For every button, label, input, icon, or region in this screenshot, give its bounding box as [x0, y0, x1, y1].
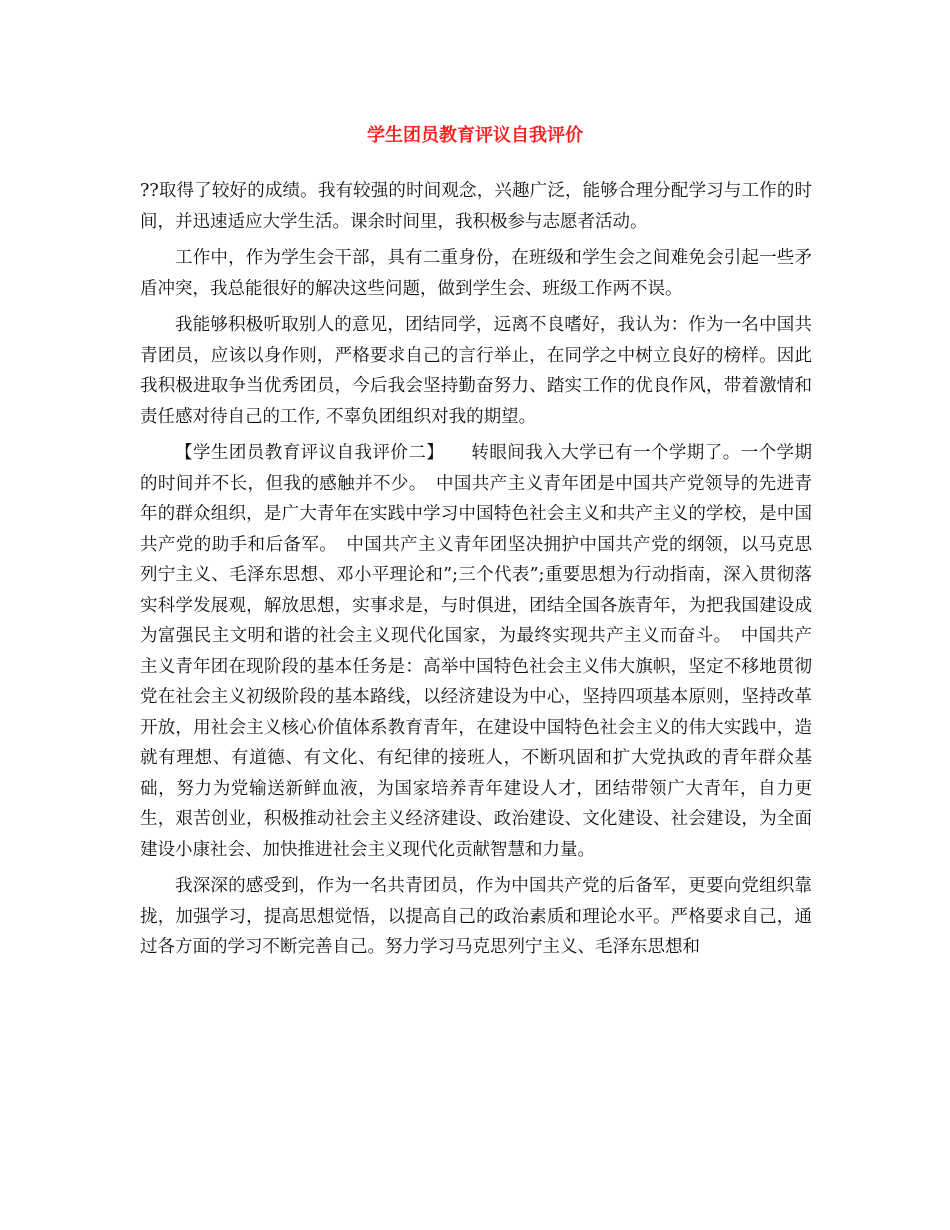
paragraph-4: 【学生团员教育评议自我评价二】 转眼间我入大学已有一个学期了。一个学期的时间并不长，但我的感触并不少。 中国共产主义青年团是中国共产党领导的先进青年的群众组织，是广大青年在实践中学习中国特色社会主义和共产主义的学校，是中国共产党的助手和后备军。 中国共产主义青年团坚决拥护中国共产党的纲领，以马克思列宁主义、毛泽东思想、邓小平理论和”;三个代表”;重要思想为行动指南，深入贯彻落实科学发展观，解放思想，实事求是，与时俱进，团结全国各族青年，为把我国建设成为富强民主文明和谐的社会主义现代化国家，为最终实现共产主义而奋斗。 中国共产主义青年团在现阶段的基本任务是：高举中国特色社会主义伟大旗帜，坚定不移地贯彻党在社会主义初级阶段的基本路线，以经济建设为中心，坚持四项基本原则，坚持改革开放，用社会主义核心价值体系教育青年，在建设中国特色社会主义的伟大实践中，造就有理想、有道德、有文化、有纪律的接班人，不断巩固和扩大党执政的青年群众基础，努力为党输送新鲜血液，为国家培养青年建设人才，团结带领广大青年，自力更生，艰苦创业，积极推动社会主义经济建设、政治建设、文化建设、社会建设，为全面建设小康社会、加快推进社会主义现代化贡献智慧和力量。	[140, 443, 812, 860]
paragraph-3: 我能够积极听取别人的意见，团结同学，远离不良嗜好，我认为：作为一名中国共青团员，应该以身作则，严格要求自己的言行举止，在同学之中树立良好的榜样。因此我积极进取争当优秀团员，今后我会坚持勤奋努力、踏实工作的优良作风，带着激情和责任感对待自己的工作, 不辜负团组织对我的期望。	[140, 315, 812, 427]
paragraph-1: ??取得了较好的成绩。我有较强的时间观念，兴趣广泛，能够合理分配学习与工作的时间，并迅速适应大学生活。课余时间里，我积极参与志愿者活动。	[140, 181, 812, 232]
document-body	[140, 176, 812, 963]
document-title: 学生团员教育评议自我评价	[367, 125, 583, 146]
paragraph-5: 我深深的感受到，作为一名共青团员，作为中国共产党的后备军，更要向党组织靠拢，加强学习，提高思想觉悟，以提高自己的政治素质和理论水平。严格要求自己，通过各方面的学习不断完善自己。努力学习马克思列宁主义、毛泽东思想和	[140, 876, 812, 957]
paragraph-2: 工作中，作为学生会干部，具有二重身份，在班级和学生会之间难免会引起一些矛盾冲突，我总能很好的解决这些问题，做到学生会、班级工作两不误。	[140, 248, 812, 299]
